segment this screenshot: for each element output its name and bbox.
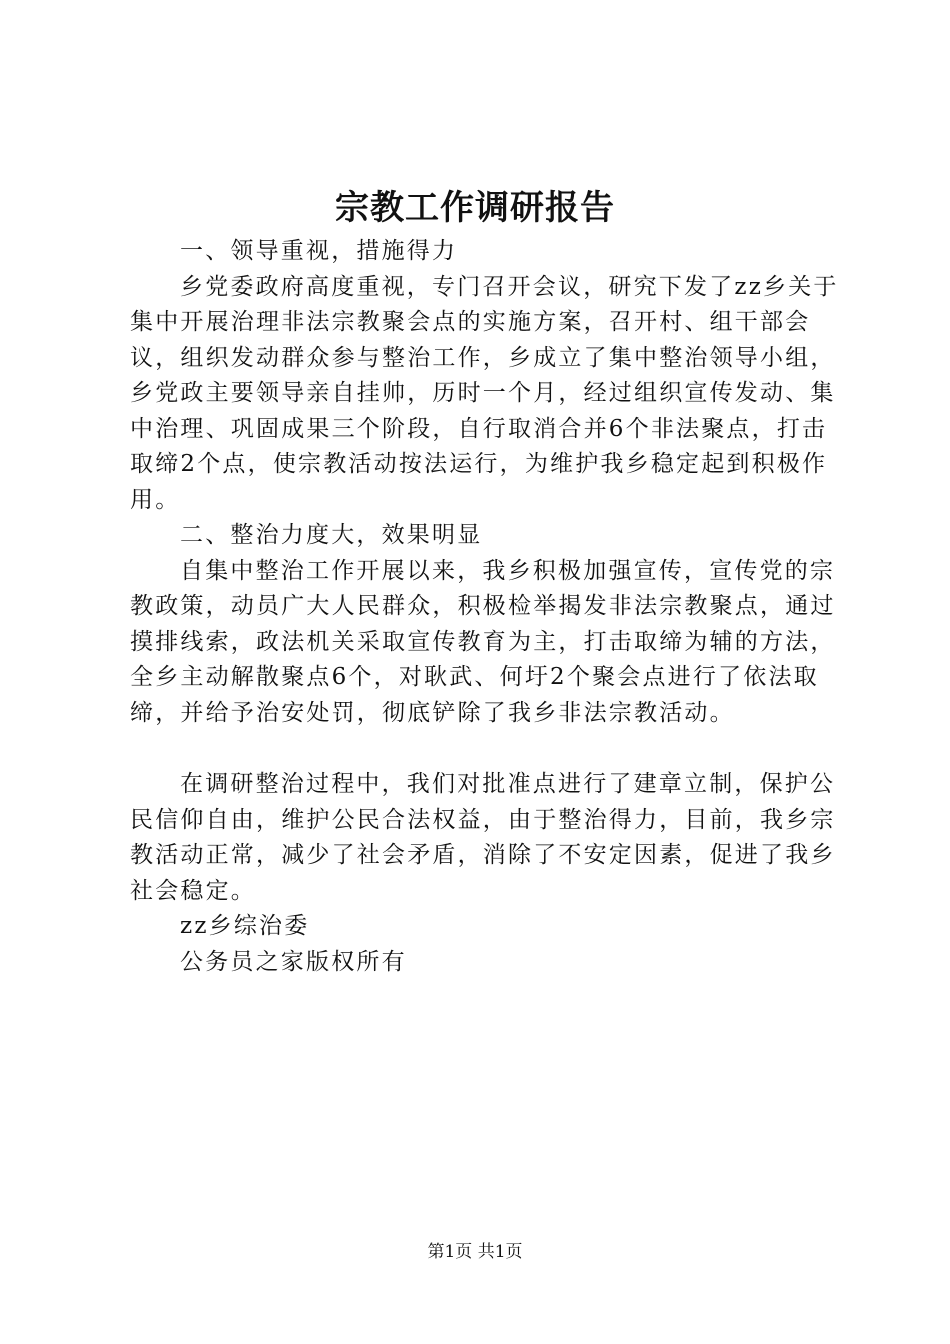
section-heading-1: 一、领导重视，措施得力 — [180, 238, 458, 264]
page-number-footer: 第1页 共1页 — [427, 1242, 523, 1262]
section-paragraph-1: 乡党委政府高度重视，专门召开会议，研究下发了zz乡关于集中开展治理非法宗教聚会点的实施方案，召开村、组干部会议，组织发动群众参与整治工作，乡成立了集中整治领导小组，乡党政主要领导亲自挂帅，历时一个月，经过组织宣传发动、集中治理、巩固成果三个阶段，自行取消合并6个非法聚点，打击取缔2个点，使宗教活动按法运行，为维护我乡稳定起到积极作用。 — [130, 273, 839, 513]
document-title: 宗教工作调研报告 — [335, 188, 615, 228]
document-body — [130, 234, 840, 980]
signature: zz乡综治委 — [180, 913, 310, 939]
paragraph-spacer — [130, 731, 840, 767]
closing-paragraph: 在调研整治过程中，我们对批准点进行了建章立制，保护公民信仰自由，维护公民合法权益，由于整治得力，目前，我乡宗教活动正常，减少了社会矛盾，消除了不安定因素，促进了我乡社会稳定。 — [130, 771, 836, 904]
section-heading-2: 二、整治力度大，效果明显 — [180, 522, 483, 548]
section-paragraph-2: 自集中整治工作开展以来，我乡积极加强宣传，宣传党的宗教政策，动员广大人民群众，积极检举揭发非法宗教聚点，通过摸排线索，政法机关采取宣传教育为主，打击取缔为辅的方法，全乡主动解散聚点6个，对耿武、何圩2个聚会点进行了依法取缔，并给予治安处罚，彻底铲除了我乡非法宗教活动。 — [130, 557, 836, 726]
copyright-notice: 公务员之家版权所有 — [180, 948, 407, 975]
